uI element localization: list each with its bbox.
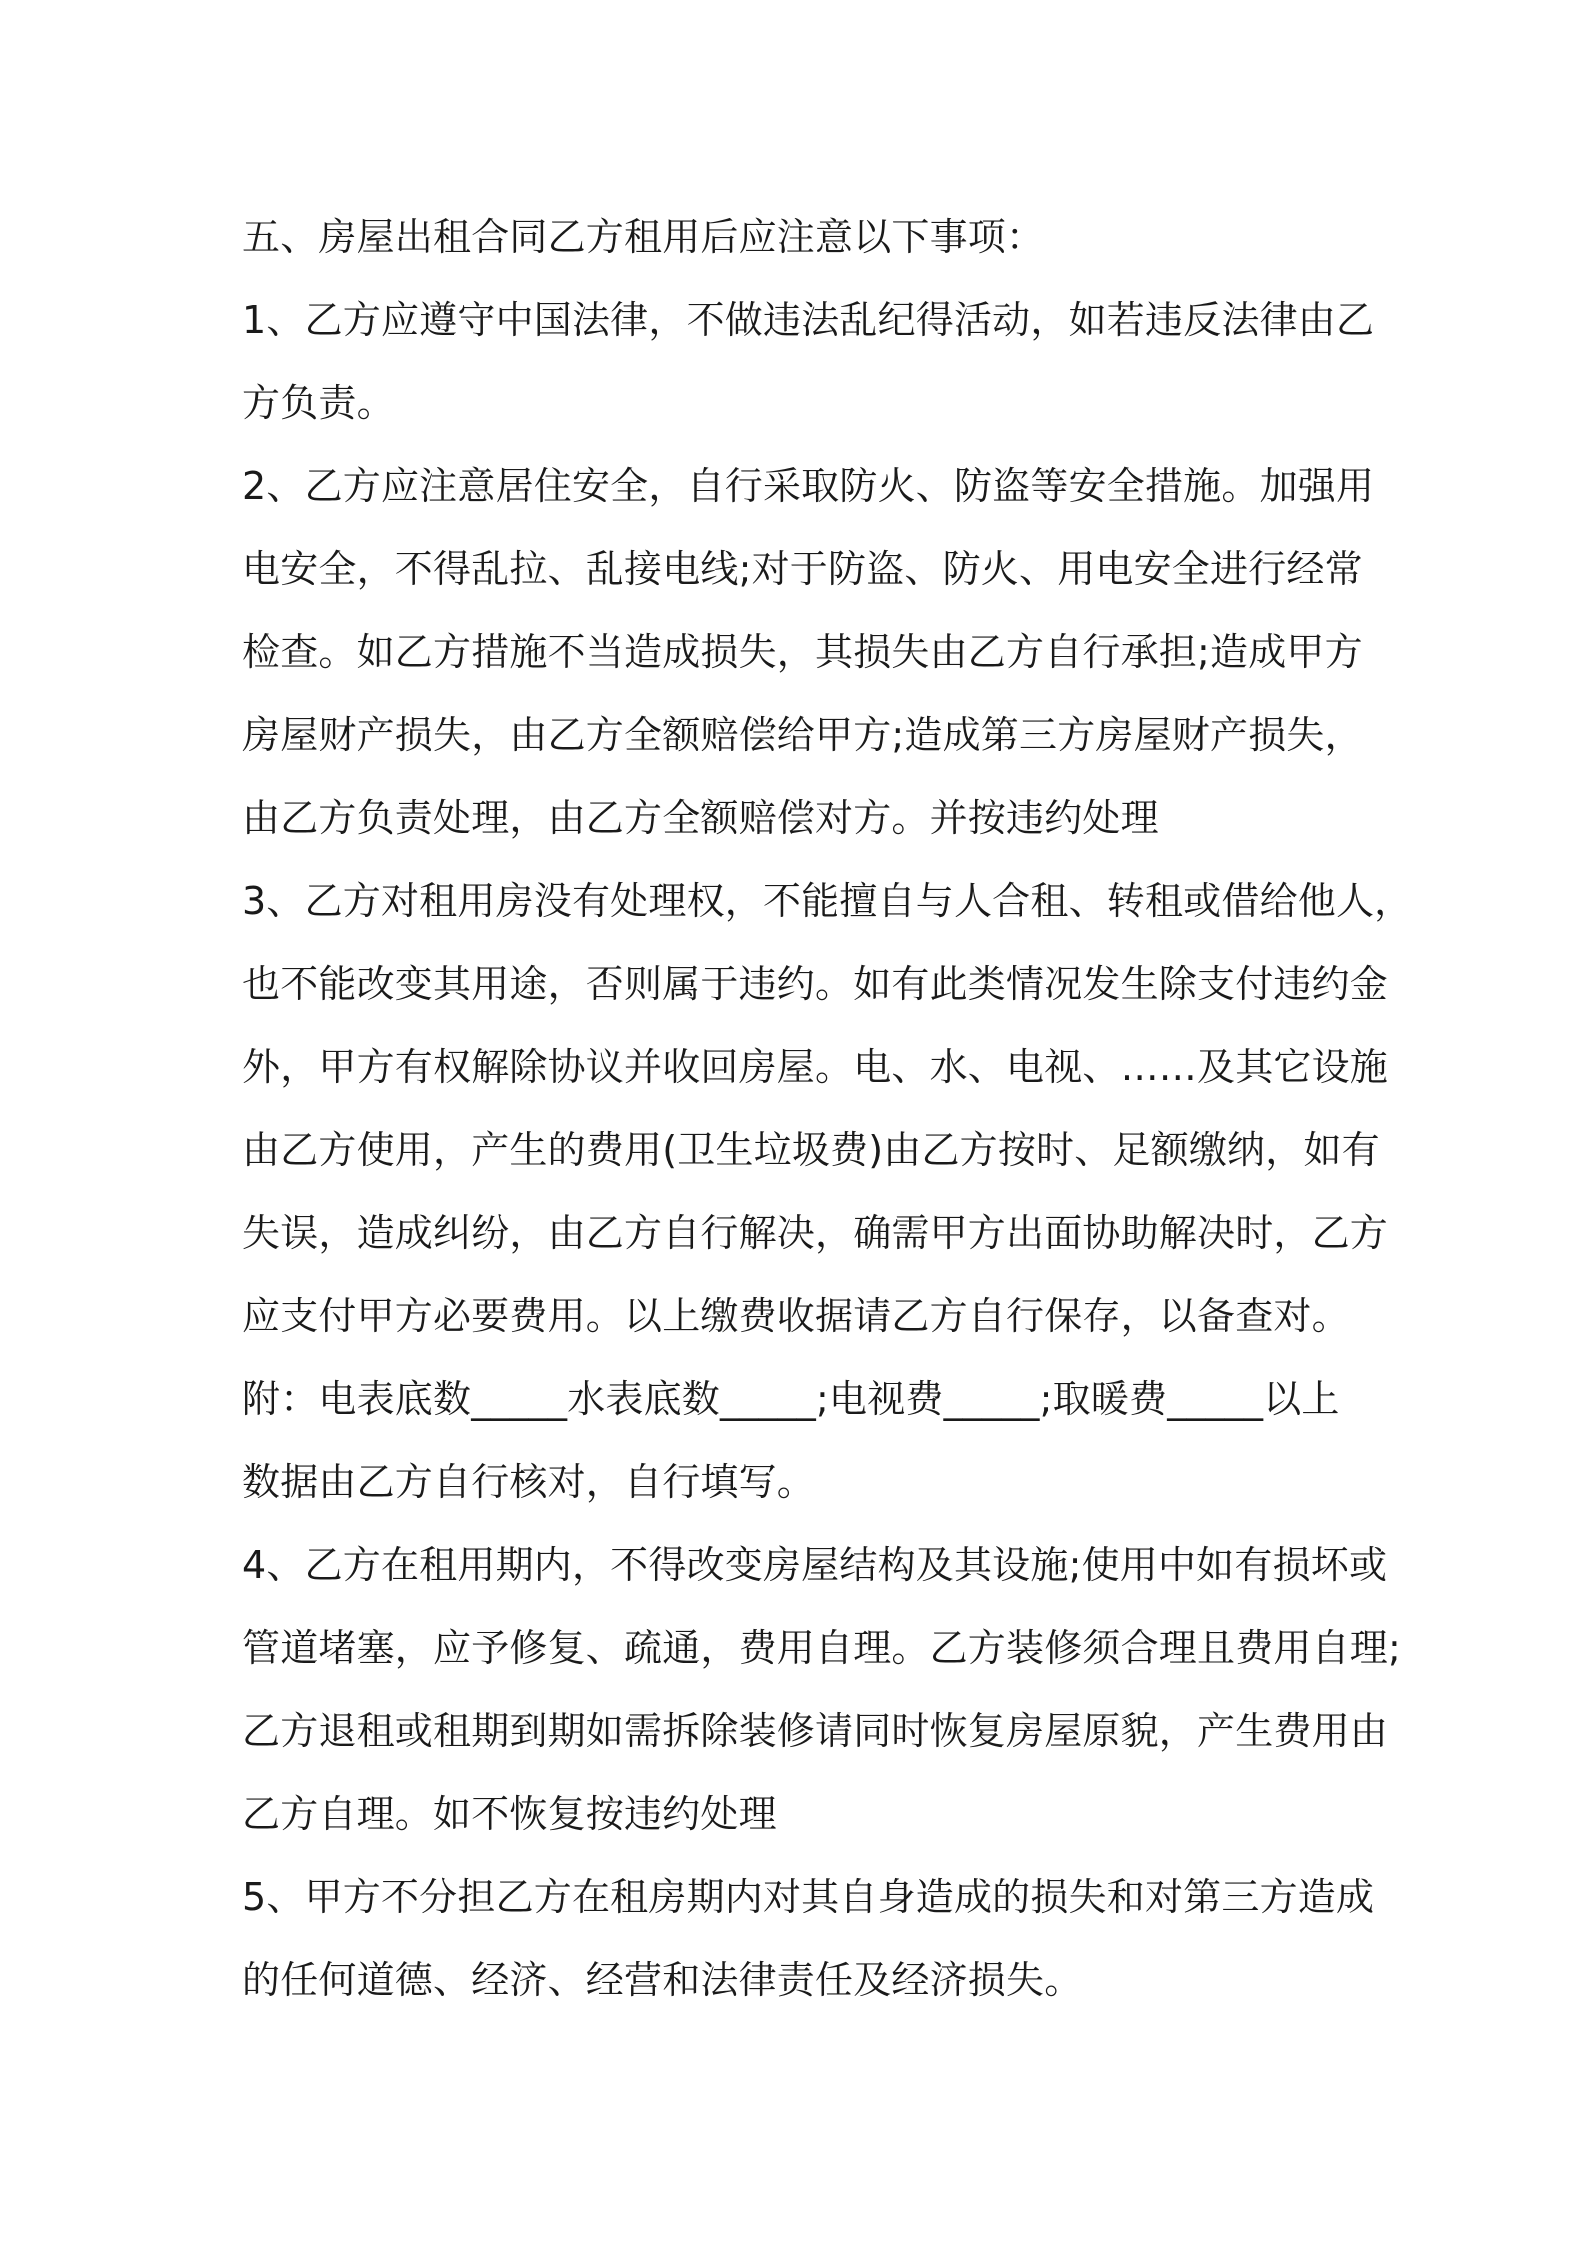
clause-1-line-2: 方负责。 <box>242 381 395 425</box>
clause-3-line-3: 外，甲方有权解除协议并收回房屋。电、水、电视、……及其它设施 <box>242 1045 1389 1089</box>
appendix-line-2: 数据由乙方自行核对，自行填写。 <box>242 1460 816 1504</box>
clause-2-line-1: 2、乙方应注意居住安全，自行采取防火、防盗等安全措施。加强用 <box>242 464 1375 508</box>
clause-3-line-5: 失误，造成纠纷，由乙方自行解决，确需甲方出面协助解决时，乙方 <box>242 1211 1389 1255</box>
clause-2-line-2: 电安全，不得乱拉、乱接电线;对于防盗、防火、用电安全进行经常 <box>242 547 1363 591</box>
clause-2-line-3: 检查。如乙方措施不当造成损失，其损失由乙方自行承担;造成甲方 <box>242 630 1363 674</box>
clause-2-line-5: 由乙方负责处理，由乙方全额赔偿对方。并按违约处理 <box>242 796 1159 840</box>
contract-text-body <box>242 196 1413 2022</box>
clause-4-line-3: 乙方退租或租期到期如需拆除装修请同时恢复房屋原貌，产生费用由 <box>242 1709 1389 1753</box>
clause-4-line-4: 乙方自理。如不恢复按违约处理 <box>242 1792 777 1836</box>
clause-3-line-6: 应支付甲方必要费用。以上缴费收据请乙方自行保存，以备查对。 <box>242 1294 1350 1338</box>
clause-4-line-2: 管道堵塞，应予修复、疏通，费用自理。乙方装修须合理且费用自理; <box>242 1626 1402 1670</box>
clause-4-line-1: 4、乙方在租用期内，不得改变房屋结构及其设施;使用中如有损坏或 <box>242 1543 1388 1587</box>
clause-5-line-2: 的任何道德、经济、经营和法律责任及经济损失。 <box>242 1958 1083 2002</box>
clause-2-line-4: 房屋财产损失，由乙方全额赔偿给甲方;造成第三方房屋财产损失， <box>242 713 1363 757</box>
section-heading: 五、房屋出租合同乙方租用后应注意以下事项： <box>242 215 1045 259</box>
appendix-line-1: 附：电表底数_____水表底数_____;电视费_____;取暖费_____以上 <box>242 1377 1340 1421</box>
clause-3-line-2: 也不能改变其用途，否则属于违约。如有此类情况发生除支付违约金 <box>242 962 1389 1006</box>
clause-5-line-1: 5、甲方不分担乙方在租房期内对其自身造成的损失和对第三方造成 <box>242 1875 1375 1919</box>
clause-3-line-4: 由乙方使用，产生的费用(卫生垃圾费)由乙方按时、足额缴纳，如有 <box>242 1128 1380 1172</box>
clause-1-line-1: 1、乙方应遵守中国法律，不做违法乱纪得活动，如若违反法律由乙 <box>242 298 1375 342</box>
clause-3-line-1: 3、乙方对租用房没有处理权，不能擅自与人合租、转租或借给他人， <box>242 879 1413 923</box>
